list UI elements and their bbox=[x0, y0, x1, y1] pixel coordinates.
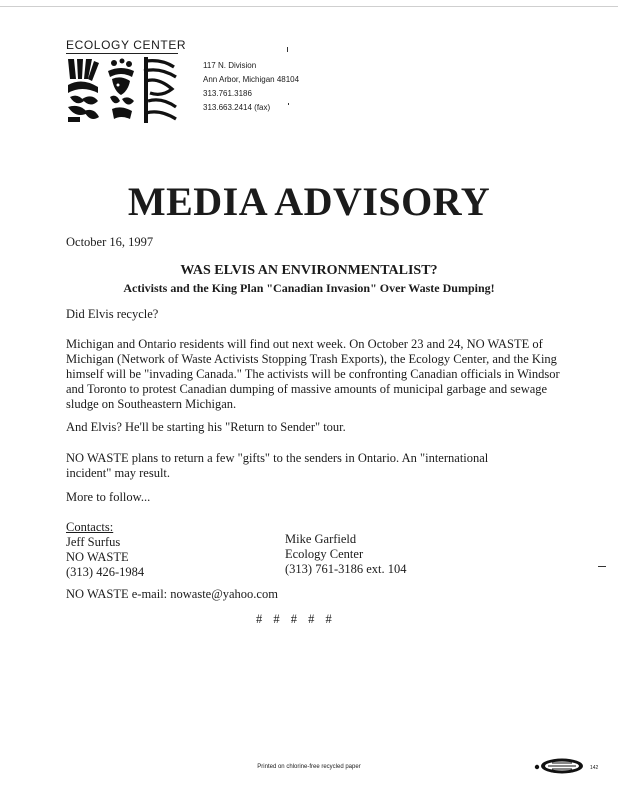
paragraph-4: NO WASTE plans to return a few "gifts" to the senders in Ontario. An "international incident" may result. bbox=[66, 451, 489, 480]
contact-1-name: Jeff Surfus bbox=[66, 535, 121, 549]
org-address bbox=[203, 59, 299, 115]
contact-2-name: Mike Garfield bbox=[285, 532, 357, 546]
scan-speck bbox=[598, 566, 606, 567]
advisory-title: WAS ELVIS AN ENVIRONMENTALIST? bbox=[180, 263, 438, 278]
advisory-subtitle: Activists and the King Plan "Canadian Invasion" Over Waste Dumping! bbox=[123, 281, 495, 295]
address-fax: 313.663.2414 (fax) bbox=[203, 103, 271, 112]
address-city: Ann Arbor, Michigan 48104 bbox=[203, 75, 300, 84]
org-name: ECOLOGY CENTER bbox=[66, 38, 187, 52]
contact-1-org: NO WASTE bbox=[66, 550, 129, 564]
end-marks: # # # # # bbox=[256, 612, 332, 626]
page-number: 142 bbox=[590, 765, 599, 771]
contacts-header: Contacts: bbox=[66, 520, 114, 534]
ecology-center-logo bbox=[66, 57, 178, 123]
contact-2-block bbox=[285, 532, 407, 577]
contact-1-phone: (313) 426-1984 bbox=[66, 565, 145, 579]
contact-2-phone: (313) 761-3186 ext. 104 bbox=[285, 562, 407, 576]
email-line: NO WASTE e-mail: nowaste@yahoo.com bbox=[66, 587, 278, 601]
paragraph-3: And Elvis? He'll be starting his "Return to Sender" tour. bbox=[66, 420, 346, 434]
scan-top-edge bbox=[0, 6, 618, 7]
headline: MEDIA ADVISORY bbox=[127, 179, 491, 224]
advisory-date: October 16, 1997 bbox=[66, 235, 154, 249]
contacts-block bbox=[66, 520, 144, 580]
printed-note: Printed on chlorine-free recycled paper bbox=[257, 764, 361, 770]
paragraph-1: Did Elvis recycle? bbox=[66, 307, 159, 321]
scan-speck bbox=[287, 47, 288, 52]
contact-2-org: Ecology Center bbox=[285, 547, 364, 561]
paragraph-5: More to follow... bbox=[66, 490, 151, 504]
org-name-rule bbox=[66, 53, 178, 54]
scan-speck bbox=[288, 103, 289, 105]
address-street: 117 N. Division bbox=[203, 61, 257, 70]
address-phone: 313.761.3186 bbox=[203, 89, 252, 98]
recycled-paper-icon bbox=[534, 757, 586, 775]
paragraph-2: Michigan and Ontario residents will find out next week. On October 23 and 24, NO WASTE of Michigan (Network of Waste Activists Stopping Trash Exports), the Ecology Center, and the King himself will be "invading Canada." The activists will be confronting Canadian officials in Windsor and Toronto to protest Canadian dumping of massive amounts of municipal garbage and sewage sludge on Southeastern Michigan. bbox=[66, 337, 560, 411]
